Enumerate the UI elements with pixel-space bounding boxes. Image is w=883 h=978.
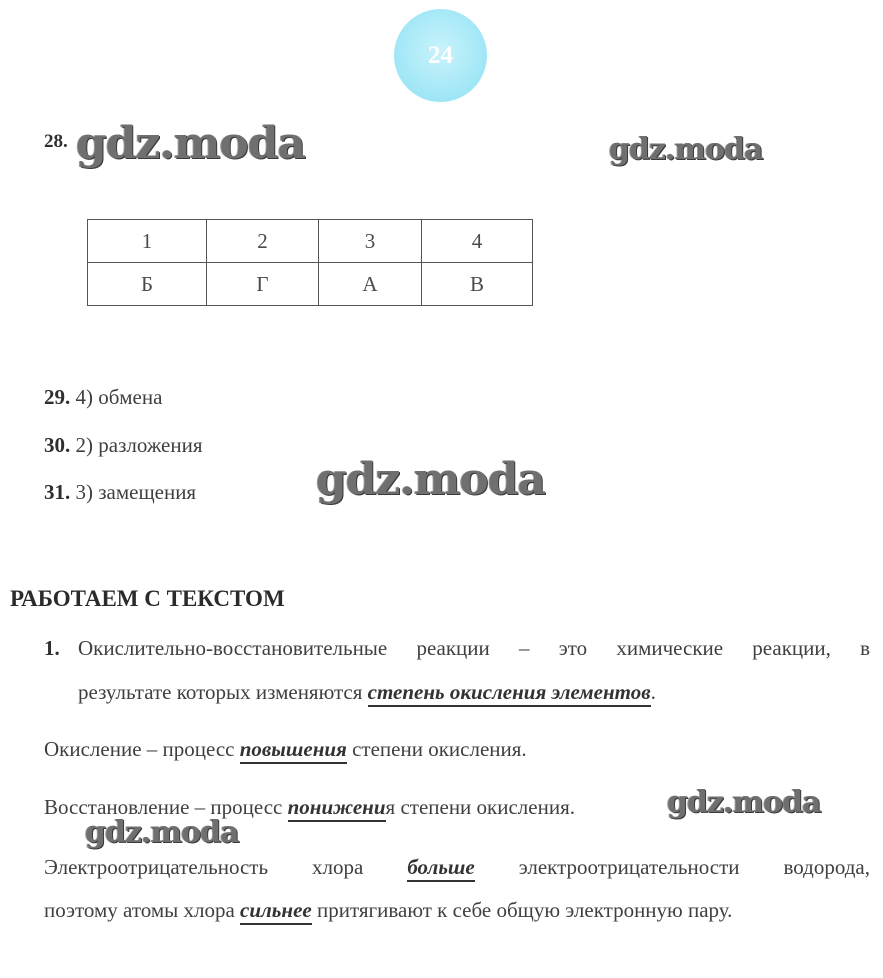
- table-cell: В: [422, 263, 533, 306]
- answer-number: 29.: [44, 385, 71, 409]
- page-number-badge: 24: [394, 9, 487, 102]
- section-heading: РАБОТАЕМ С ТЕКСТОМ: [10, 586, 285, 611]
- reduction-sentence: [44, 785, 575, 829]
- electronegativity-line-1: [44, 845, 870, 889]
- sentence-text: поэтому атомы хлора: [44, 898, 241, 922]
- table-cell: 2: [207, 220, 319, 263]
- answer-table: [87, 219, 533, 306]
- item-1-text: Окислительно-восстановительные реакции – это химические реакции, в: [78, 636, 870, 660]
- answer-number: 30.: [44, 433, 71, 457]
- watermark: gdz.moda: [85, 815, 239, 850]
- task-28-label: 28.: [44, 131, 68, 152]
- item-1-text: результате которых изменяются: [78, 680, 368, 704]
- sentence-text: электроотрицательности водорода,: [474, 855, 870, 879]
- sentence-text: Восстановление – процесс: [44, 795, 288, 819]
- watermark: gdz.moda: [609, 132, 763, 167]
- table-cell: 1: [88, 220, 207, 263]
- answer-text: 4) обмена: [75, 385, 163, 409]
- filled-answer: степень окисления элементов: [368, 680, 651, 707]
- table-cell: 3: [319, 220, 422, 263]
- sentence-text: степени окисления.: [346, 737, 527, 761]
- sentence-text: Электроотрицательность хлора: [44, 855, 408, 879]
- table-row: [88, 263, 533, 306]
- watermark: gdz.moda: [316, 454, 546, 505]
- watermark: gdz.moda: [667, 785, 821, 820]
- answer-text: 3) замещения: [75, 480, 197, 504]
- sentence-text: я степени окисления.: [385, 795, 575, 819]
- table-cell: 4: [422, 220, 533, 263]
- sentence-text: Окисление – процесс: [44, 737, 240, 761]
- answer-text: 2) разложения: [75, 433, 203, 457]
- sentence-text: притягивают к себе общую электронную пару.: [311, 898, 733, 922]
- table-cell: Б: [88, 263, 207, 306]
- item-1-text: .: [650, 680, 656, 704]
- table-header-row: [88, 220, 533, 263]
- item-1-line-2: [78, 670, 656, 714]
- item-1-number: 1.: [44, 636, 60, 660]
- table-cell: Г: [207, 263, 319, 306]
- answer-29: [44, 385, 162, 410]
- answer-30: [44, 433, 203, 458]
- answer-number: 31.: [44, 480, 71, 504]
- oxidation-sentence: [44, 727, 527, 771]
- electronegativity-line-2: [44, 888, 732, 932]
- filled-answer: понижени: [288, 795, 386, 822]
- watermark: gdz.moda: [76, 118, 306, 169]
- table-cell: А: [319, 263, 422, 306]
- answer-31: [44, 480, 196, 505]
- item-1-line-1: [78, 626, 870, 670]
- filled-answer: сильнее: [240, 898, 312, 925]
- filled-answer: больше: [407, 855, 474, 882]
- filled-answer: повышения: [240, 737, 347, 764]
